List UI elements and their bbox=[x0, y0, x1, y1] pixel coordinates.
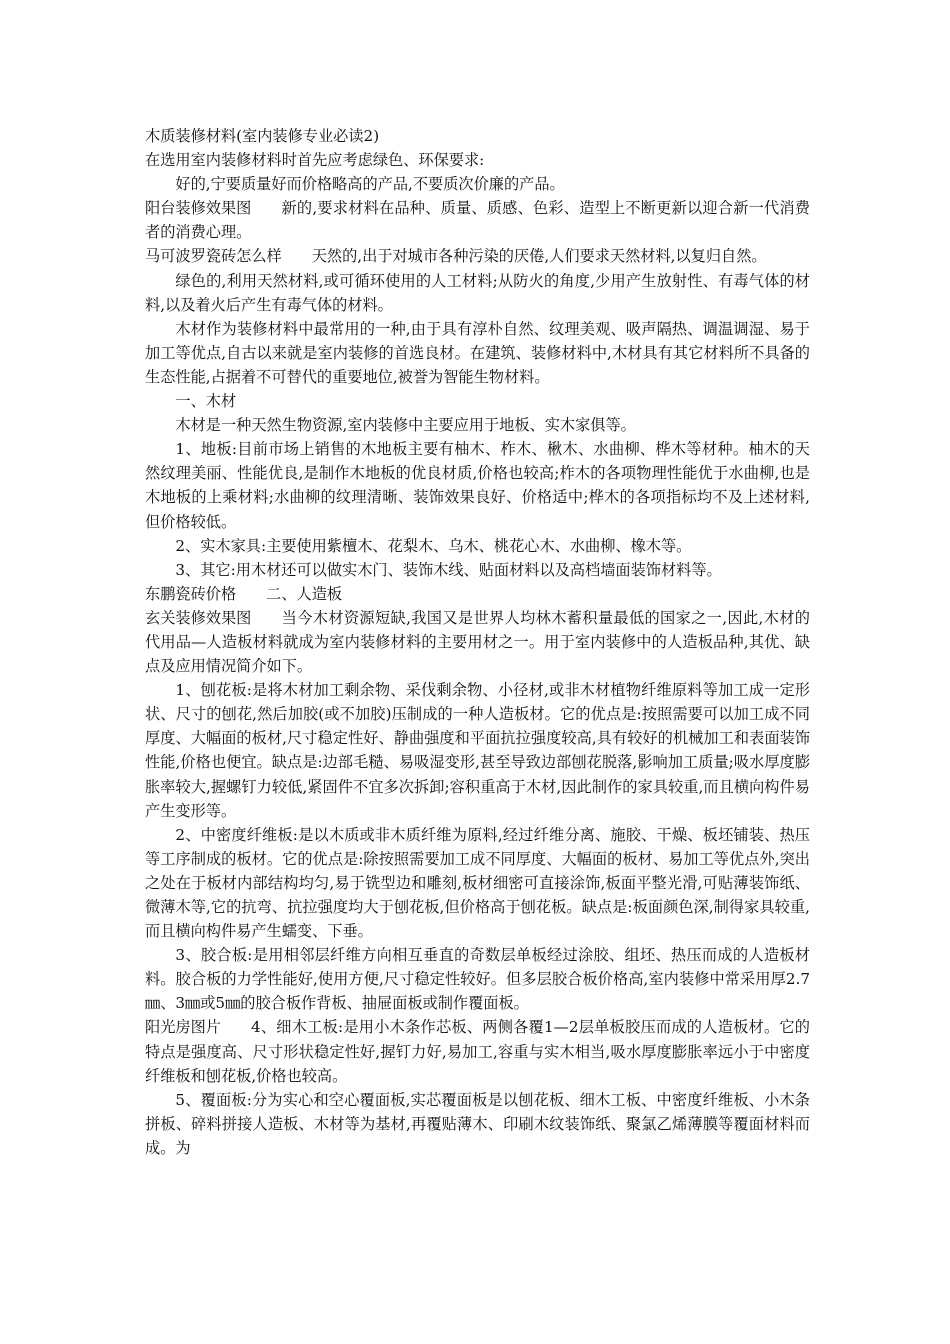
blockboard-paragraph bbox=[145, 1015, 810, 1087]
artificial-paragraph bbox=[145, 606, 810, 678]
mdf-paragraph: 2、中密度纤维板:是以木质或非木质纤维为原料,经过纤维分离、施胶、干燥、板坯铺装、热压等工序制成的板材。它的优点是:除按照需要加工成不同厚度、大幅面的板材、易加工等优点外,突出之处在于板材内部结构均匀,易于铣型边和雕刻,板材细密可直接涂饰,板面平整光滑,可贴薄装饰纸、微薄木等,它的抗弯、抗拉强度均大于刨花板,但价格高于刨花板。缺点是:板面颜色深,制得家具较重,而且横向构件易产生蠕变、下垂。 bbox=[145, 825, 810, 941]
artificial-paragraph-text: 当今木材资源短缺,我国又是世界人均林木蓄积量最低的国家之一,因此,木材的代用品—人造板材料就成为室内装修材料的主要用材之一。用于室内装修中的人造板品种,其优、缺点及应用情况简介如下。 bbox=[145, 608, 810, 676]
furniture-paragraph: 2、实木家具:主要使用紫檀木、花梨木、乌木、桃花心木、水曲柳、橡木等。 bbox=[175, 536, 692, 555]
sunroom-link[interactable]: 阳光房图片 bbox=[145, 1018, 221, 1037]
wood-intro-paragraph: 木材作为装修材料中最常用的一种,由于具有淳朴自然、纹理美观、吸声隔热、调温调湿、易于加工等优点,自古以来就是室内装修的首选良材。在建筑、装修材料中,木材具有其它材料所不具备的生态性能,占据着不可替代的重要地位,被誉为智能生物材料。 bbox=[145, 319, 810, 386]
floor-paragraph: 1、地板:目前市场上销售的木地板主要有柚木、柞木、楸木、水曲柳、桦木等材种。柚木的天然纹理美丽、性能优良,是制作木地板的优良材质,价格也较高;柞木的各项物理性能优于水曲柳,也是木地板的上乘材料;水曲柳的纹理清晰、装饰效果良好、价格适中;桦木的各项指标均不及上述材料,但价格较低。 bbox=[145, 440, 810, 531]
new-paragraph-text: 新的,要求材料在品种、质量、质感、色彩、造型上不断更新以迎合新一代消费者的消费心理。 bbox=[145, 199, 810, 242]
green-paragraph: 绿色的,利用天然材料,或可循环使用的人工材料;从防火的角度,少用产生放射性、有毒气体的材料,以及着火后产生有毒气体的材料。 bbox=[145, 271, 810, 314]
blockboard-paragraph-text: 4、细木工板:是用小木条作芯板、两侧各覆1—2层单板胶压而成的人造板材。它的特点是强度高、尺寸形状稳定性好,握钉力好,易加工,容重与实木相当,吸水厚度膨胀率远小于中密度纤维板和刨花板,价格也较高。 bbox=[145, 1018, 810, 1085]
document-body bbox=[145, 124, 810, 1160]
natural-paragraph-text: 天然的,出于对城市各种污染的厌倦,人们要求天然材料,以复归自然。 bbox=[311, 247, 767, 266]
plywood-paragraph: 3、胶合板:是用相邻层纤维方向相互垂直的奇数层单板经过涂胶、组坯、热压而成的人造板材料。胶合板的力学性能好,使用方便,尺寸稳定性较好。但多层胶合板价格高,室内装修中常采用厚2.7㎜、3㎜或5㎜的胶合板作背板、抽屉面板或制作覆面板。 bbox=[145, 946, 810, 1013]
section-heading-artificial-board: 二、人造板 bbox=[266, 584, 343, 603]
wood-resource-paragraph: 木材是一种天然生物资源,室内装修中主要应用于地板、实木家俱等。 bbox=[175, 416, 636, 435]
new-paragraph bbox=[145, 196, 810, 244]
veneer-paragraph: 5、覆面板:分为实心和空心覆面板,实芯覆面板是以刨花板、细木工板、中密度纤维板、小木条拼板、碎料拼接人造板、木材等为基材,再覆贴薄木、印刷木纹装饰纸、聚氯乙烯薄膜等覆面材料而成。为 bbox=[145, 1090, 810, 1157]
balcony-link[interactable]: 阳台装修效果图 bbox=[145, 199, 252, 218]
quality-paragraph: 好的,宁要质量好而价格略高的产品,不要质次价廉的产品。 bbox=[175, 175, 565, 194]
section-heading-wood: 一、木材 bbox=[175, 392, 237, 411]
intro-paragraph: 在选用室内装修材料时首先应考虑绿色、环保要求: bbox=[145, 151, 485, 170]
particle-board-paragraph: 1、刨花板:是将木材加工剩余物、采伐剩余物、小径材,或非木材植物纤维原料等加工成一定形状、尺寸的刨花,然后加胶(或不加胶)压制成的一种人造板材。它的优点是:按照需要可以加工成不同厚度、大幅面的板材,尺寸稳定性好、静曲强度和平面抗拉强度较高,具有较好的机械加工和表面装饰性能,价格也便宜。缺点是:边部毛糙、易吸湿变形,甚至导致边部刨花脱落,影响加工质量;吸水厚度膨胀率较大,握螺钉力较低,紧固件不宜多次拆卸;容积重高于木材,因此制作的家具较重,而且横向构件易产生变形等。 bbox=[145, 681, 810, 820]
other-paragraph: 3、其它:用木材还可以做实木门、装饰木线、贴面材料以及高档墙面装饰材料等。 bbox=[175, 560, 722, 579]
dongpeng-link[interactable]: 东鹏瓷砖价格 bbox=[145, 584, 237, 603]
natural-paragraph bbox=[145, 244, 810, 268]
artificial-heading-line bbox=[145, 582, 810, 606]
document-title: 木质装修材料(室内装修专业必读2) bbox=[145, 127, 380, 145]
marco-polo-link[interactable]: 马可波罗瓷砖怎么样 bbox=[145, 247, 282, 266]
entrance-link[interactable]: 玄关装修效果图 bbox=[145, 608, 252, 627]
